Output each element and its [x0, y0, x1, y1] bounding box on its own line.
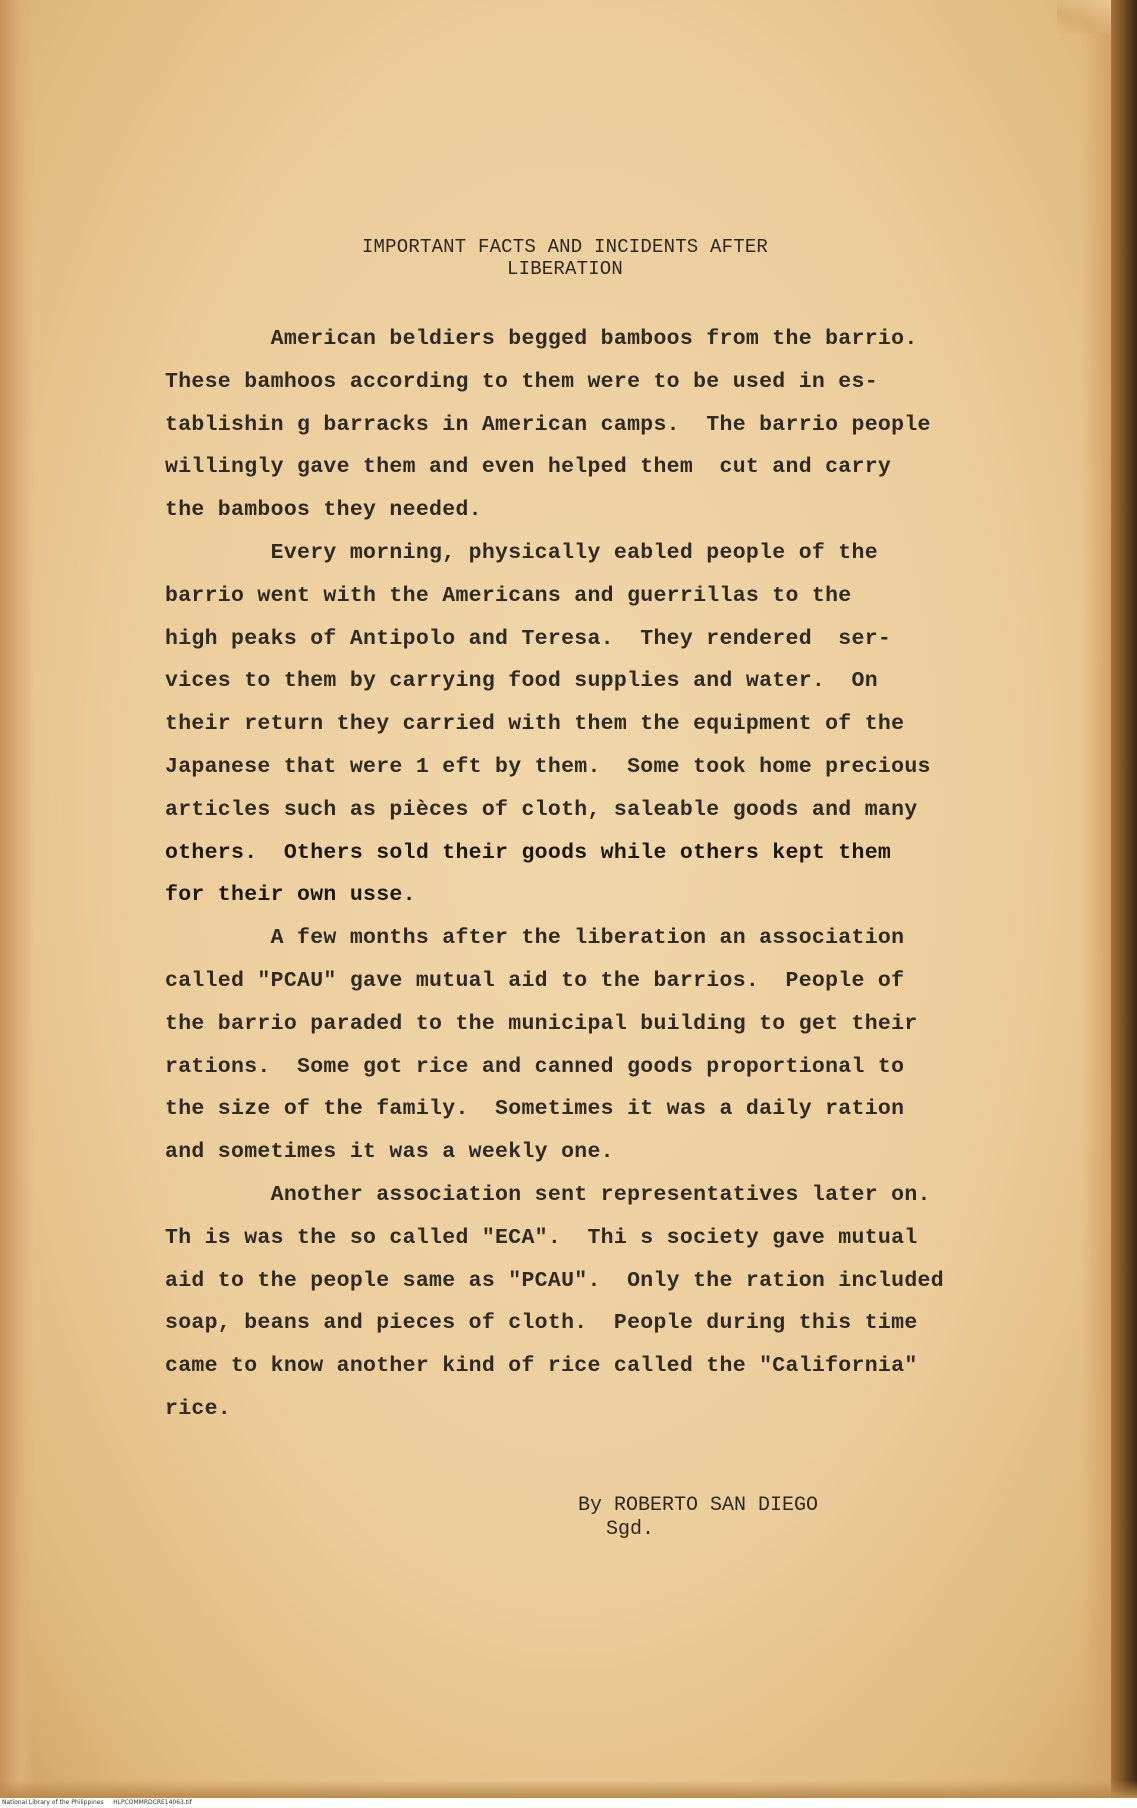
body-line: barrio went with the Americans and guerrillas to the — [165, 583, 852, 608]
body-line: Every morning, physically eabled people of the — [165, 540, 878, 565]
document-title — [200, 236, 930, 280]
body-line: soap, beans and pieces of cloth. People during this time — [165, 1311, 918, 1336]
signature-sgd: Sgd. — [606, 1518, 655, 1541]
body-line: Th is was the so called "ECA". Thi s society gave mutual — [165, 1225, 918, 1250]
body-line: American beldiers begged bamboos from the barrio. — [165, 327, 918, 351]
body-line: high peaks of Antipolo and Teresa. They rendered ser- — [165, 626, 892, 651]
body-line: aid to the people same as "PCAU". Only the ration included — [165, 1268, 944, 1293]
body-line: Another association sent representatives later on. — [165, 1182, 931, 1207]
body-line: for their own usse. — [165, 883, 416, 908]
body-line: rice. — [165, 1396, 232, 1421]
body-line: and sometimes it was a weekly one. — [165, 1140, 614, 1165]
body-line: others. Others sold their goods while others kept them — [165, 840, 892, 865]
body-line: came to know another kind of rice called the "California" — [165, 1354, 918, 1379]
title-line-1: IMPORTANT FACTS AND INCIDENTS AFTER — [361, 236, 769, 258]
body-line: called "PCAU" gave mutual aid to the barrios. People of — [165, 968, 905, 993]
body-line: their return they carried with them the equipment of the — [165, 712, 905, 737]
body-line: the bamboos they needed. — [165, 498, 482, 523]
body-line: the barrio paraded to the municipal building to get their — [165, 1011, 918, 1036]
body-line: tablishin g barracks in American camps. The barrio people — [165, 412, 931, 437]
body-line: the size of the family. Sometimes it was a daily ration — [165, 1097, 905, 1122]
signature-byline: By ROBERTO SAN DIEGO — [578, 1494, 819, 1517]
body-line: These bamhoos according to them were to be used in es- — [165, 369, 878, 394]
body-line: rations. Some got rice and canned goods proportional to — [165, 1054, 905, 1079]
body-line: A few months after the liberation an association — [165, 926, 905, 951]
body-line: willingly gave them and even helped them cut and carry — [165, 455, 892, 480]
body-line: Japanese that were 1 eft by them. Some took home precious — [165, 754, 931, 779]
scan-footer-label: National Library of the Philippines HLPCOMMRDCRE14063.tif — [2, 1799, 192, 1806]
body-line: articles such as pièces of cloth, saleable goods and many — [165, 797, 918, 822]
document-body — [165, 318, 1005, 1431]
body-line: vices to them by carrying food supplies and water. On — [165, 669, 878, 694]
signature-block — [578, 1494, 818, 1542]
title-line-2: LIBERATION — [506, 258, 624, 280]
